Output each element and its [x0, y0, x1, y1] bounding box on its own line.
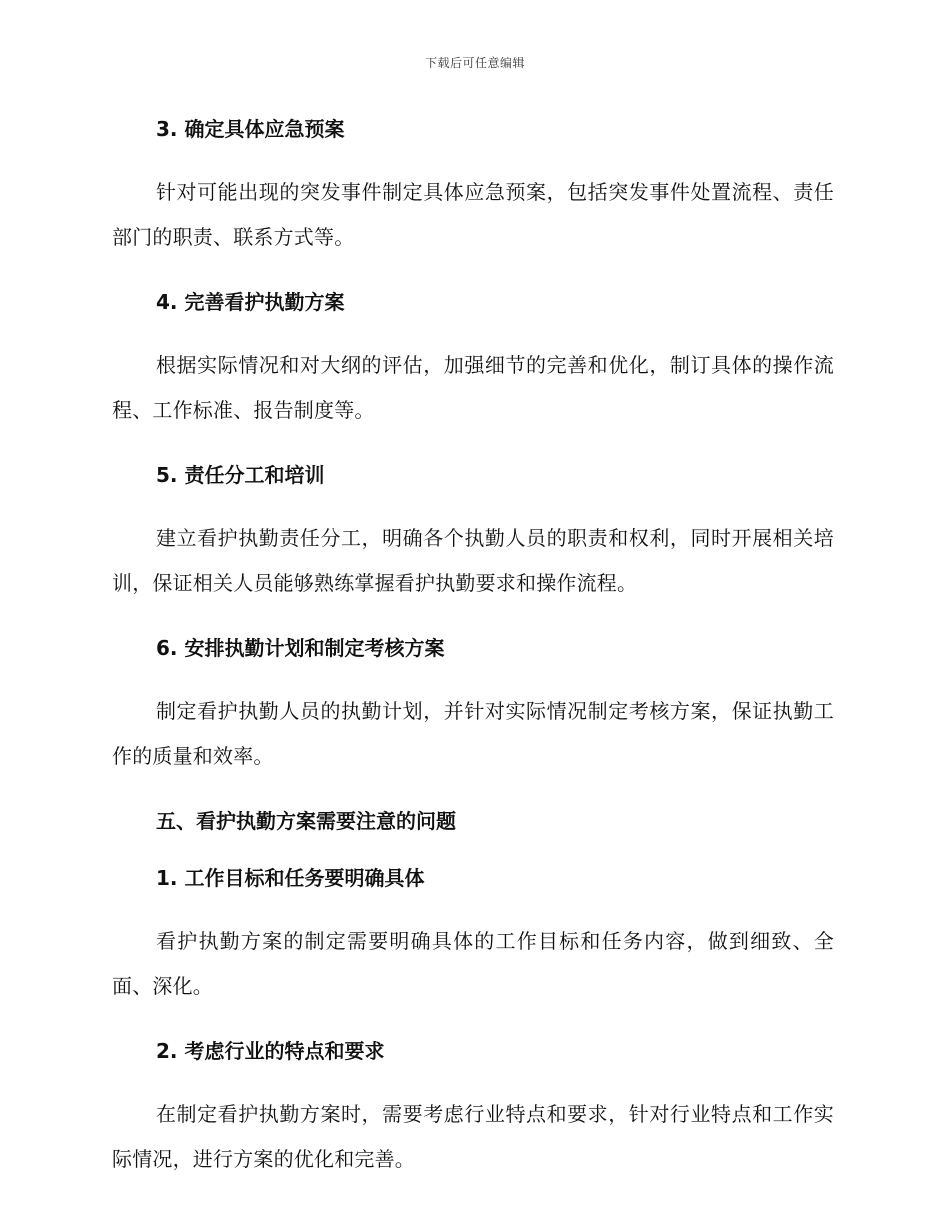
paragraph-3: 针对可能出现的突发事件制定具体应急预案，包括突发事件处置流程、责任部门的职责、联系方式等。 [112, 180, 834, 249]
subsection-heading-2: 2. 考虑行业的特点和要求 [156, 1039, 385, 1063]
paragraph-6: 制定看护执勤人员的执勤计划，并针对实际情况制定考核方案，保证执勤工作的质量和效率。 [112, 699, 834, 768]
section-heading-5: 5. 责任分工和培训 [156, 463, 325, 487]
section-heading-3: 3. 确定具体应急预案 [156, 117, 345, 141]
section-heading-4: 4. 完善看护执勤方案 [156, 290, 345, 314]
paragraph-4: 根据实际情况和对大纲的评估，加强细节的完善和优化，制订具体的操作流程、工作标准、报告制度等。 [112, 353, 834, 422]
subsection-heading-1: 1. 工作目标和任务要明确具体 [156, 866, 425, 890]
chapter-heading-5: 五、看护执勤方案需要注意的问题 [156, 809, 456, 833]
paragraph-sub-2: 在制定看护执勤方案时，需要考虑行业特点和要求，针对行业特点和工作实际情况，进行方案的优化和完善。 [112, 1102, 834, 1171]
document-body [112, 113, 834, 1182]
paragraph-5: 建立看护执勤责任分工，明确各个执勤人员的职责和权利，同时开展相关培训，保证相关人员能够熟练掌握看护执勤要求和操作流程。 [112, 526, 834, 595]
page-header-note: 下载后可任意编辑 [424, 56, 525, 70]
section-heading-6: 6. 安排执勤计划和制定考核方案 [156, 636, 445, 660]
paragraph-sub-1: 看护执勤方案的制定需要明确具体的工作目标和任务内容，做到细致、全面、深化。 [112, 929, 834, 998]
